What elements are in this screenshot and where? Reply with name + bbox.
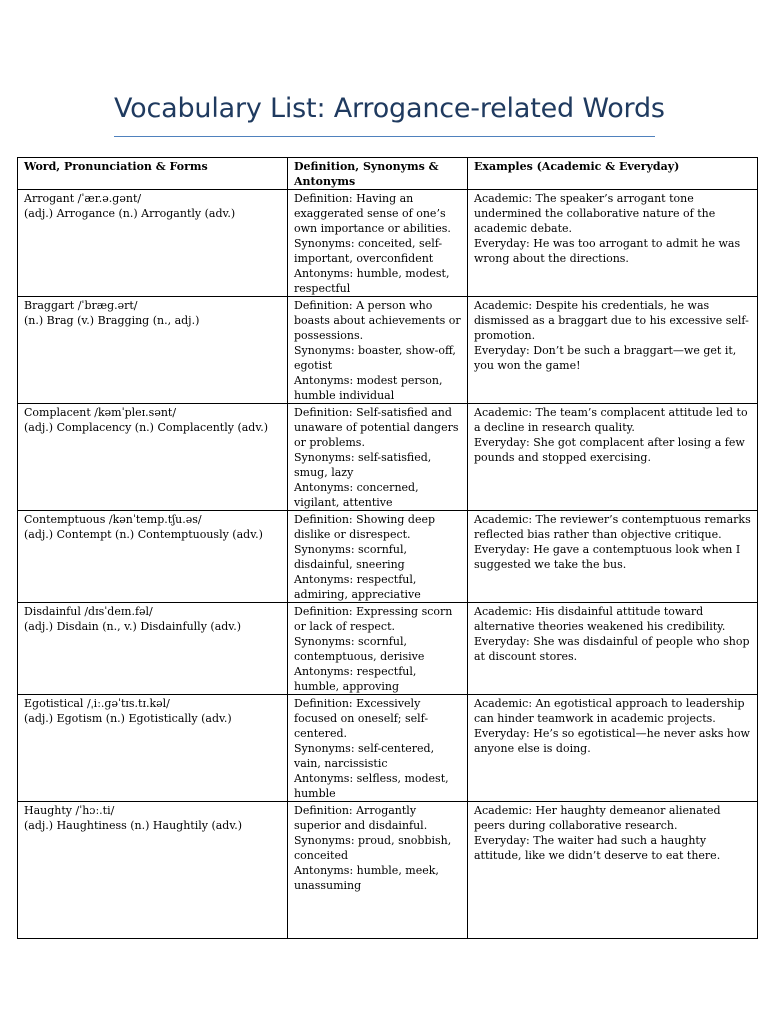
word-forms: (adj.) Egotism (n.) Egotistically (adv.) — [24, 712, 232, 725]
word-pronunciation: Disdainful /dɪsˈdeɪn.fəl/ — [24, 605, 153, 618]
synonyms-text: Synonyms: scornful, contemptuous, derisive — [294, 635, 425, 663]
everyday-example: Everyday: The waiter had such a haughty attitude, like we didn’t deserve to eat there. — [474, 834, 721, 862]
academic-example: Academic: The speaker’s arrogant tone undermined the collaborative nature of the academic debate. — [474, 192, 716, 235]
synonyms-text: Synonyms: boaster, show-off, egotist — [294, 344, 456, 372]
synonyms-text: Synonyms: conceited, self-important, overconfident — [294, 237, 443, 265]
header-examples-column: Examples (Academic & Everyday) — [468, 158, 758, 190]
academic-example: Academic: Her haughty demeanor alienated peers during collaborative research. — [474, 804, 721, 832]
synonyms-text: Synonyms: proud, snobbish, conceited — [294, 834, 452, 862]
definition-cell — [288, 695, 468, 802]
word-forms: (n.) Brag (v.) Bragging (n., adj.) — [24, 314, 200, 327]
word-cell — [18, 603, 288, 695]
word-forms: (adj.) Disdain (n., v.) Disdainfully (adv.) — [24, 620, 242, 633]
academic-example: Academic: Despite his credentials, he was dismissed as a braggart due to his excessive self-promotion. — [474, 299, 749, 342]
academic-example: Academic: The reviewer’s contemptuous remarks reflected bias rather than objective critique. — [474, 513, 751, 541]
academic-example: Academic: The team’s complacent attitude led to a decline in research quality. — [474, 406, 748, 434]
definition-cell — [288, 603, 468, 695]
definition-text: Definition: Self-satisfied and unaware of potential dangers or problems. — [294, 406, 459, 449]
examples-cell — [468, 695, 758, 802]
synonyms-text: Synonyms: self-centered, vain, narcissistic — [294, 742, 435, 770]
everyday-example: Everyday: He was too arrogant to admit he was wrong about the directions. — [474, 237, 741, 265]
antonyms-text: Antonyms: modest person, humble individual — [294, 374, 443, 402]
definition-text: Definition: Showing deep dislike or disrespect. — [294, 513, 436, 541]
examples-cell — [468, 511, 758, 603]
table-row — [18, 190, 758, 297]
definition-cell — [288, 802, 468, 939]
vocabulary-table — [17, 157, 758, 939]
table-header-row — [18, 158, 758, 190]
definition-text: Definition: A person who boasts about achievements or possessions. — [294, 299, 461, 342]
word-cell — [18, 190, 288, 297]
definition-text: Definition: Expressing scorn or lack of respect. — [294, 605, 453, 633]
word-pronunciation: Complacent /kəmˈpleɪ.sənt/ — [24, 406, 177, 419]
antonyms-text: Antonyms: selfless, modest, humble — [294, 772, 449, 800]
word-forms: (adj.) Haughtiness (n.) Haughtily (adv.) — [24, 819, 243, 832]
word-pronunciation: Braggart /ˈbræɡ.ərt/ — [24, 299, 138, 312]
word-pronunciation: Egotistical /ˌiː.ɡəˈtɪs.tɪ.kəl/ — [24, 697, 170, 710]
definition-cell — [288, 404, 468, 511]
word-forms: (adj.) Contempt (n.) Contemptuously (adv.) — [24, 528, 263, 541]
word-cell — [18, 511, 288, 603]
synonyms-text: Synonyms: self-satisfied, smug, lazy — [294, 451, 432, 479]
everyday-example: Everyday: He gave a contemptuous look when I suggested we take the bus. — [474, 543, 741, 571]
definition-text: Definition: Excessively focused on oneself; self-centered. — [294, 697, 429, 740]
everyday-example: Everyday: Don’t be such a braggart—we get it, you won the game! — [474, 344, 737, 372]
everyday-example: Everyday: He’s so egotistical—he never asks how anyone else is doing. — [474, 727, 750, 755]
table-row — [18, 404, 758, 511]
header-word-column: Word, Pronunciation & Forms — [18, 158, 288, 190]
table-row — [18, 802, 758, 939]
word-cell — [18, 297, 288, 404]
word-forms: (adj.) Arrogance (n.) Arrogantly (adv.) — [24, 207, 236, 220]
word-forms: (adj.) Complacency (n.) Complacently (adv.) — [24, 421, 269, 434]
definition-cell — [288, 190, 468, 297]
definition-cell — [288, 297, 468, 404]
word-pronunciation: Contemptuous /kənˈtemp.tʃu.əs/ — [24, 513, 202, 526]
everyday-example: Everyday: She was disdainful of people who shop at discount stores. — [474, 635, 750, 663]
word-cell — [18, 404, 288, 511]
academic-example: Academic: His disdainful attitude toward alternative theories weakened his credibility. — [474, 605, 726, 633]
table-row — [18, 695, 758, 802]
word-cell — [18, 802, 288, 939]
definition-text: Definition: Having an exaggerated sense of one’s own importance or abilities. — [294, 192, 451, 235]
antonyms-text: Antonyms: humble, modest, respectful — [294, 267, 450, 295]
table-row — [18, 297, 758, 404]
examples-cell — [468, 603, 758, 695]
everyday-example: Everyday: She got complacent after losing a few pounds and stopped exercising. — [474, 436, 745, 464]
definition-text: Definition: Arrogantly superior and disdainful. — [294, 804, 428, 832]
table-row — [18, 511, 758, 603]
synonyms-text: Synonyms: scornful, disdainful, sneering — [294, 543, 407, 571]
antonyms-text: Antonyms: concerned, vigilant, attentive — [294, 481, 419, 509]
header-definition-column: Definition, Synonyms & Antonyms — [288, 158, 468, 190]
title-underline — [114, 136, 655, 137]
examples-cell — [468, 297, 758, 404]
examples-cell — [468, 404, 758, 511]
page-title: Vocabulary List: Arrogance-related Words — [114, 93, 665, 124]
definition-cell — [288, 511, 468, 603]
antonyms-text: Antonyms: humble, meek, unassuming — [294, 864, 439, 892]
table-row — [18, 603, 758, 695]
word-pronunciation: Arrogant /ˈær.ə.ɡənt/ — [24, 192, 142, 205]
word-pronunciation: Haughty /ˈhɔː.ti/ — [24, 804, 115, 817]
antonyms-text: Antonyms: respectful, humble, approving — [294, 665, 417, 693]
antonyms-text: Antonyms: respectful, admiring, appreciative — [294, 573, 421, 601]
examples-cell — [468, 190, 758, 297]
word-cell — [18, 695, 288, 802]
examples-cell — [468, 802, 758, 939]
academic-example: Academic: An egotistical approach to leadership can hinder teamwork in academic projects. — [474, 697, 745, 725]
